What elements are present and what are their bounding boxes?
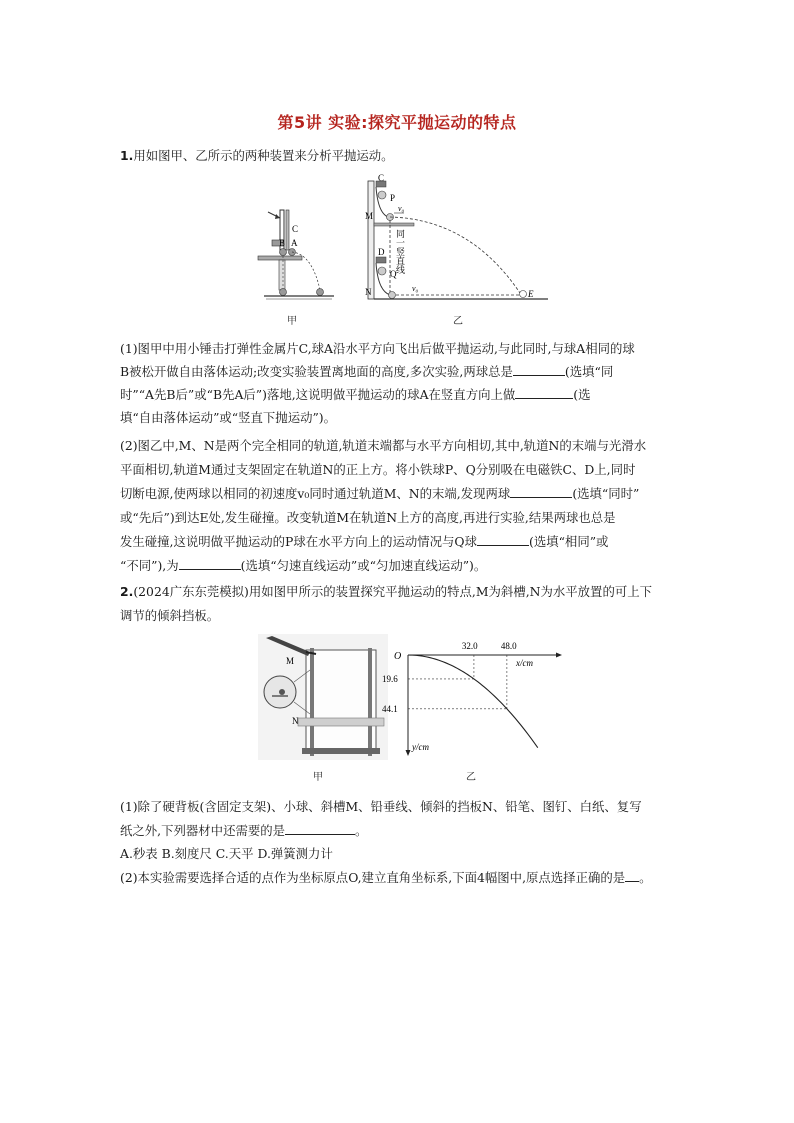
x-tick-label-32: 32.0 [461,641,478,651]
q1-part1-line1: (1)图甲中用小锤击打弹性金属片C,球A沿水平方向飞出后做平抛运动,与此同时,与球A相同的球 [120,341,635,356]
q1-figure-yi [360,173,550,303]
q1-part2-line5-tail: (选填“相同”或 [528,534,609,549]
label-N-q2: N [292,716,299,726]
q1-part1-line4: 填“自由落体运动”或“竖直下抛运动”)。 [120,410,337,425]
q2-part1-line2-tail: 。 [355,823,368,838]
page-title: 第5讲 实验:探究平抛运动的特点 [277,113,517,132]
q1-part2-blank2[interactable] [477,533,529,546]
q1-part2-line3 [120,482,710,506]
chart-y-axis-label: y/cm [412,742,429,752]
q2-part1-line2 [120,819,710,843]
label-E: E [528,289,534,299]
question-2-stem-line2: 调节的倾斜挡板。 [120,608,220,623]
q1-part2-blank1[interactable] [510,485,572,498]
label-P: P [390,193,396,203]
y-tick-label-44-1: 44.1 [382,703,398,714]
q2-caption-jia: 甲 [313,772,323,783]
x-tick-label-48: 48.0 [500,641,517,651]
q2-caption-yi: 乙 [466,772,476,783]
q1-part1-line2-text: B被松开做自由落体运动;改变实验装置离地面的高度,多次实验,两球总是 [120,364,513,379]
y-tick-label-19-6: 19.6 [382,673,398,684]
q1-part2-line6-tail: (选填“匀速直线运动”或“匀加速直线运动”)。 [240,558,487,573]
label-M: M [365,211,374,221]
q2-part2-line1-text: (2)本实验需要选择合适的点作为坐标原点O,建立直角坐标系,下面4幅图中,原点选择正确的是 [120,870,626,885]
label-v0-top: v₀ [398,204,405,213]
q2-part2-line1 [120,866,720,890]
q1-part2-line4: 或“先后”)到达E处,发生碰撞。改变轨道M在轨道N上方的高度,再进行实验,结果两球也总是 [120,510,616,525]
label-N: N [365,287,372,297]
question-2-number: 2. [120,584,134,599]
q1-part2-line3-text: 切断电源,使两球以相同的初速度v₀同时通过轨道M、N的末端,发现两球 [120,486,511,501]
label-C: C [292,224,299,234]
question-1-stem-text: 用如图甲、乙所示的两种装置来分析平抛运动。 [133,148,394,163]
question-1-stem [120,144,710,168]
q1-caption-yi: 乙 [453,316,463,327]
q2-part1-line1: (1)除了硬背板(含固定支架)、小球、斜槽M、铅垂线、倾斜的挡板N、铅笔、图钉、白纸、复写 [120,799,642,814]
q1-part1-blank1[interactable] [513,363,565,376]
q2-figure-jia [258,634,388,760]
q1-part1-blank2[interactable] [515,386,573,399]
label-Q: Q [390,269,397,279]
label-D: D [378,247,385,257]
label-same-vertical-line: 同一竖直线 [395,229,405,274]
question-2-stem-line1 [120,580,710,604]
q1-part2-line2: 平面相切,轨道M通过支架固定在轨道N的正上方。将小铁球P、Q分别吸在电磁铁C、D上,同时 [120,462,636,477]
chart-x-axis-label: x/cm [516,658,533,668]
q2-part2-blank[interactable] [625,869,639,882]
chart-origin-label: O [394,651,402,662]
label-B: B [279,238,286,248]
question-1-number: 1. [120,148,134,163]
label-M-q2: M [286,656,295,666]
q1-part2-line3-tail: (选填“同时” [572,486,640,501]
q1-part1-line3 [120,383,710,407]
q1-part2-line5-text: 发生碰撞,这说明做平抛运动的P球在水平方向上的运动情况与Q球 [120,534,477,549]
q1-part1-line3-tail: (选 [573,387,591,402]
q2-part1-line2-text: 纸之外,下列器材中还需要的是 [120,823,286,838]
q2-part1-options: A.秒表 B.刻度尺 C.天平 D.弹簧测力计 [120,846,333,861]
q1-part1-line3-text: 时”“A先B后”或“B先A后”)落地,这说明做平抛运动的球A在竖直方向上做 [120,387,516,402]
q1-part1-line2-tail: (选填“同 [564,364,614,379]
q2-part2-line1-tail: 。 [639,870,652,885]
q1-figure-jia [250,200,340,300]
q1-part1-line2 [120,360,710,384]
q1-part2-line5 [120,530,710,554]
label-v0-bottom: v₀ [412,284,419,293]
q1-part2-line1: (2)图乙中,M、N是两个完全相同的轨道,轨道末端都与水平方向相切,其中,轨道N的末端与光滑水 [120,438,647,453]
q2-trajectory-chart [382,638,568,758]
q1-part2-blank3[interactable] [179,557,241,570]
q1-caption-jia: 甲 [287,316,297,327]
q2-part1-blank[interactable] [285,822,355,835]
q1-part2-line6 [120,554,710,578]
trajectory-curve [408,655,538,748]
label-A: A [291,238,298,248]
question-2-stem-text: (2024广东东莞模拟)用如图甲所示的装置探究平抛运动的特点,M为斜槽,N为水平放置的可上下 [133,584,653,599]
label-C2: C [378,173,385,183]
q1-part2-line6-text: “不同”),为 [120,558,179,573]
